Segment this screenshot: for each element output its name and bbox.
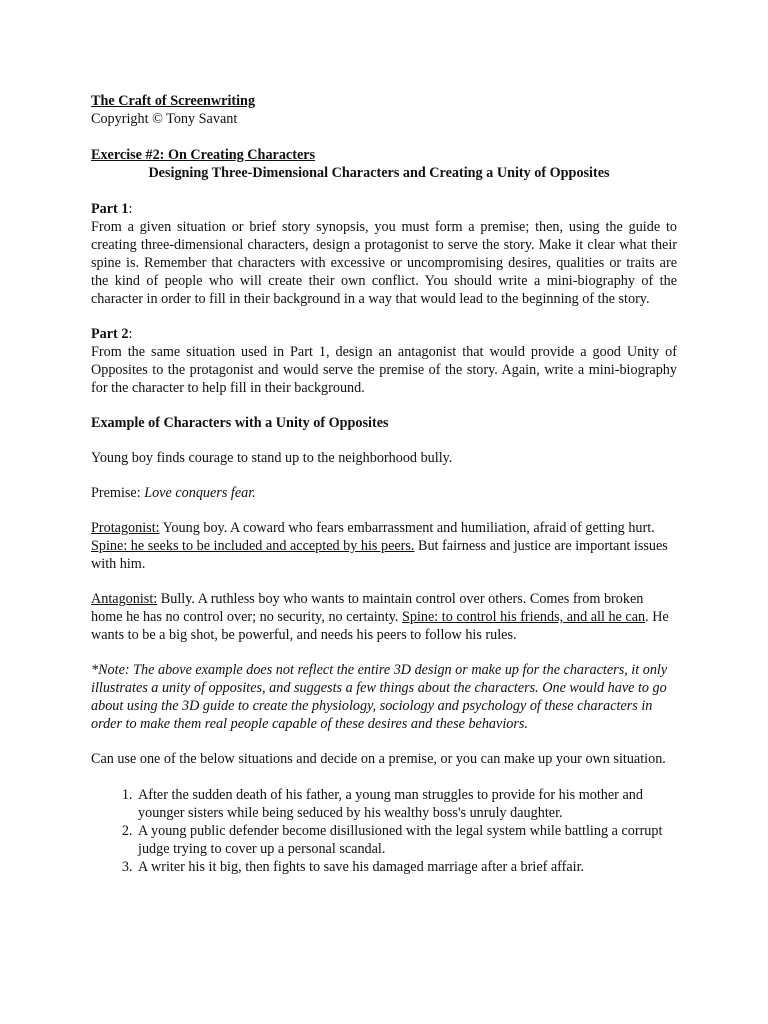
exercise-subtitle: Designing Three-Dimensional Characters and Creating a Unity of Opposites: [148, 165, 610, 181]
example-heading: Example of Characters with a Unity of Opposites: [91, 415, 389, 431]
premise-line: [91, 484, 677, 502]
document-title: The Craft of Screenwriting: [91, 93, 256, 109]
protagonist-spine: Spine: he seeks to be included and accepted by his peers.: [91, 538, 415, 554]
protagonist-text-2: But fairness and justice are important issues with him.: [91, 538, 668, 572]
copyright-line: Copyright © Tony Savant: [91, 111, 238, 127]
part2-heading-line: [91, 325, 677, 343]
document-page: [91, 92, 677, 876]
part1-heading: Part 1: [91, 201, 129, 217]
protagonist-label: Protagonist:: [91, 520, 160, 536]
part1-colon: :: [128, 201, 133, 217]
antagonist-label: Antagonist:: [91, 591, 158, 607]
part2-colon: :: [128, 326, 133, 342]
list-item: 2. A young public defender become disillusioned with the legal system while battling a corrupt judge trying to cover up a personal scandal.: [136, 822, 677, 858]
part1-body: From a given situation or brief story synopsis, you must form a premise; then, using the guide to creating three-dimensional characters, design a protagonist to serve the story. Make it clear what their spine is. Remember that characters with excessive or uncompromising desires, qualities or traits are the kind of people who will create their own conflict. You should write a mini-biography of the character in order to fill in their background in a way that would lead to the beginning of the story.: [91, 219, 677, 307]
list-item: 3. A writer his it big, then fights to save his damaged marriage after a brief affair.: [136, 858, 677, 876]
situations-intro: Can use one of the below situations and decide on a premise, or you can make up your own situation.: [91, 751, 666, 767]
premise-label: Premise:: [91, 485, 145, 501]
part2-body: From the same situation used in Part 1, design an antagonist that would provide a good Unity of Opposites to the protagonist and would serve the premise of the story. Again, write a mini-biography for the character to help fill in their background.: [91, 344, 677, 396]
protagonist-paragraph: [91, 519, 677, 573]
part2-heading: Part 2: [91, 326, 129, 342]
antagonist-paragraph: [91, 590, 677, 644]
part1-heading-line: [91, 200, 677, 218]
exercise-heading: Exercise #2: On Creating Characters: [91, 147, 316, 163]
example-situation: Young boy finds courage to stand up to the neighborhood bully.: [91, 450, 453, 466]
premise-value: Love conquers fear.: [144, 485, 256, 501]
antagonist-text-2: . He wants to be a big shot, be powerful, and needs his peers to follow his rules.: [91, 609, 669, 643]
list-item: 1. After the sudden death of his father, a young man struggles to provide for his mother and younger sisters while being seduced by his wealthy boss's unruly daughter.: [136, 786, 677, 822]
protagonist-text-1: Young boy. A coward who fears embarrassment and humiliation, afraid of getting hurt.: [159, 520, 655, 536]
situations-list: [91, 786, 677, 876]
antagonist-text-1: Bully. A ruthless boy who wants to maintain control over others. Comes from broken home he has no control over; no security, no certainty.: [91, 591, 644, 625]
example-note: *Note: The above example does not reflect the entire 3D design or make up for the characters, it only illustrates a unity of opposites, and suggests a few things about the characters. One would have to go about using the 3D guide to create the physiology, sociology and psychology of these characters in order to make them real people capable of these desires and these behaviors.: [91, 662, 668, 732]
antagonist-spine: Spine: to control his friends, and all he can: [401, 609, 646, 625]
